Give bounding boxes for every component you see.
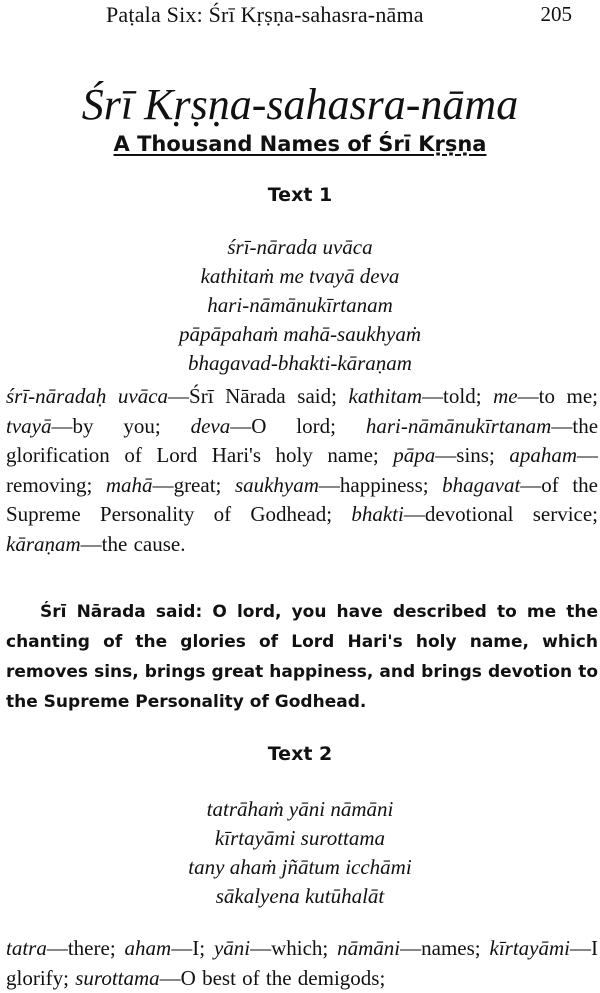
synonym-term: tatra xyxy=(6,936,47,960)
synonym-meaning: great; xyxy=(173,472,222,497)
verse-line: bhagavad-bhakti-kāraṇam xyxy=(188,351,412,375)
synonym-meaning: Śrī Nārada said; xyxy=(189,384,337,408)
synonym-meaning: names; xyxy=(421,936,481,960)
synonym-meaning: told; xyxy=(443,384,482,408)
synonym-term: kathitam xyxy=(348,384,423,408)
synonym-meaning: which; xyxy=(271,936,329,960)
verse-line: kathitaṁ me tvayā deva xyxy=(200,264,400,288)
synonym-meaning: O best of the demigods; xyxy=(180,965,386,990)
verse-line: kīrtayāmi surottama xyxy=(214,826,386,850)
verse-line: tany ahaṁ jñātum icchāmi xyxy=(188,855,412,879)
synonym-meaning: there; xyxy=(67,936,116,960)
page-number: 205 xyxy=(540,2,572,26)
synonym-meaning: happiness; xyxy=(339,472,429,497)
synonym-term: bhagavat xyxy=(442,472,521,497)
synonym-term: kāraṇam xyxy=(6,531,81,556)
synonym-meaning: to me; xyxy=(538,384,598,408)
synonym-term: śrī-nāradaḥ uvāca xyxy=(6,384,169,408)
synonyms-paragraph: tatra—there; aham—I; yāni—which; nāmāni—names; kīrtayāmi—I glorify; surottama—O best of the demigods; xyxy=(6,936,598,990)
synonyms-paragraph: śrī-nāradaḥ uvāca—Śrī Nārada said; kathitam—told; me—to me; tvayā—by you; deva—O lord; hari-nāmānukīrtanam—the glorification of Lord Hari's holy name; pāpa—sins; apaham—removing; mahā—great; saukhyam—happiness; bhagavat—of the Supreme Personality of Godhead; bhakti—devotional service; kāraṇam—the cause. xyxy=(6,384,599,556)
synonym-term: hari-nāmānukīrtanam xyxy=(365,413,552,438)
running-title: Paṭala Six: Śrī Kṛṣṇa-sahasra-nāma xyxy=(106,2,424,27)
synonym-meaning: by you; xyxy=(72,413,161,438)
verse-line: hari-nāmānukīrtanam xyxy=(207,293,393,317)
synonym-term: bhakti xyxy=(351,502,404,526)
verse-block xyxy=(0,795,600,911)
synonym-meaning: devotional service; xyxy=(424,502,599,526)
text-heading: Text 2 xyxy=(267,743,333,765)
synonym-meaning: removing; xyxy=(6,472,93,497)
synonym-term: mahā xyxy=(105,472,153,497)
synonym-term: tvayā xyxy=(6,413,52,438)
synonym-meaning: the cause. xyxy=(101,531,186,556)
synonym-term: kīrtayāmi xyxy=(489,936,570,960)
translation-paragraph: Śrī Nārada said: O lord, you have described to me the chanting of the glories of Lord Hari's holy name, which removes sins, brings great happiness, and brings devotion to the Supreme Personality of Godhead. xyxy=(6,602,598,712)
synonym-term: aham xyxy=(124,936,172,960)
synonym-term: surottama xyxy=(75,965,160,990)
verse-line: sākalyena kutūhalāt xyxy=(215,884,385,908)
synonym-term: saukhyam xyxy=(234,472,319,497)
synonym-term: yāni xyxy=(213,936,251,960)
synonym-meaning: of the Supreme Personality of Godhead; xyxy=(6,472,599,526)
chapter-subtitle-text: A Thousand Names of Śrī Kṛṣṇa xyxy=(113,132,487,156)
text-heading: Text 1 xyxy=(267,184,333,206)
synonym-meaning: I glorify; xyxy=(6,936,598,990)
chapter-subtitle xyxy=(0,130,600,158)
synonym-meaning: O lord; xyxy=(251,413,336,438)
synonym-term: deva xyxy=(190,413,231,438)
verse-line: tatrāhaṁ yāni nāmāni xyxy=(206,797,394,821)
verse-line: śrī-nārada uvāca xyxy=(227,235,373,259)
verse-block xyxy=(0,233,600,378)
synonym-term: nāmāni xyxy=(337,936,401,960)
synonym-term: apaham xyxy=(509,443,578,467)
synonym-meaning: sins; xyxy=(456,443,495,467)
verse-line: pāpāpahaṁ mahā-saukhyaṁ xyxy=(178,322,422,346)
synonym-meaning: the glorification of Lord Hari's holy name; xyxy=(6,413,599,467)
synonym-meaning: I; xyxy=(192,936,206,960)
synonym-term: pāpa xyxy=(393,443,436,467)
running-header xyxy=(0,2,600,30)
synonym-term: me xyxy=(493,384,518,408)
chapter-title: Śrī Kṛṣṇa-sahasra-nāma xyxy=(81,80,519,129)
